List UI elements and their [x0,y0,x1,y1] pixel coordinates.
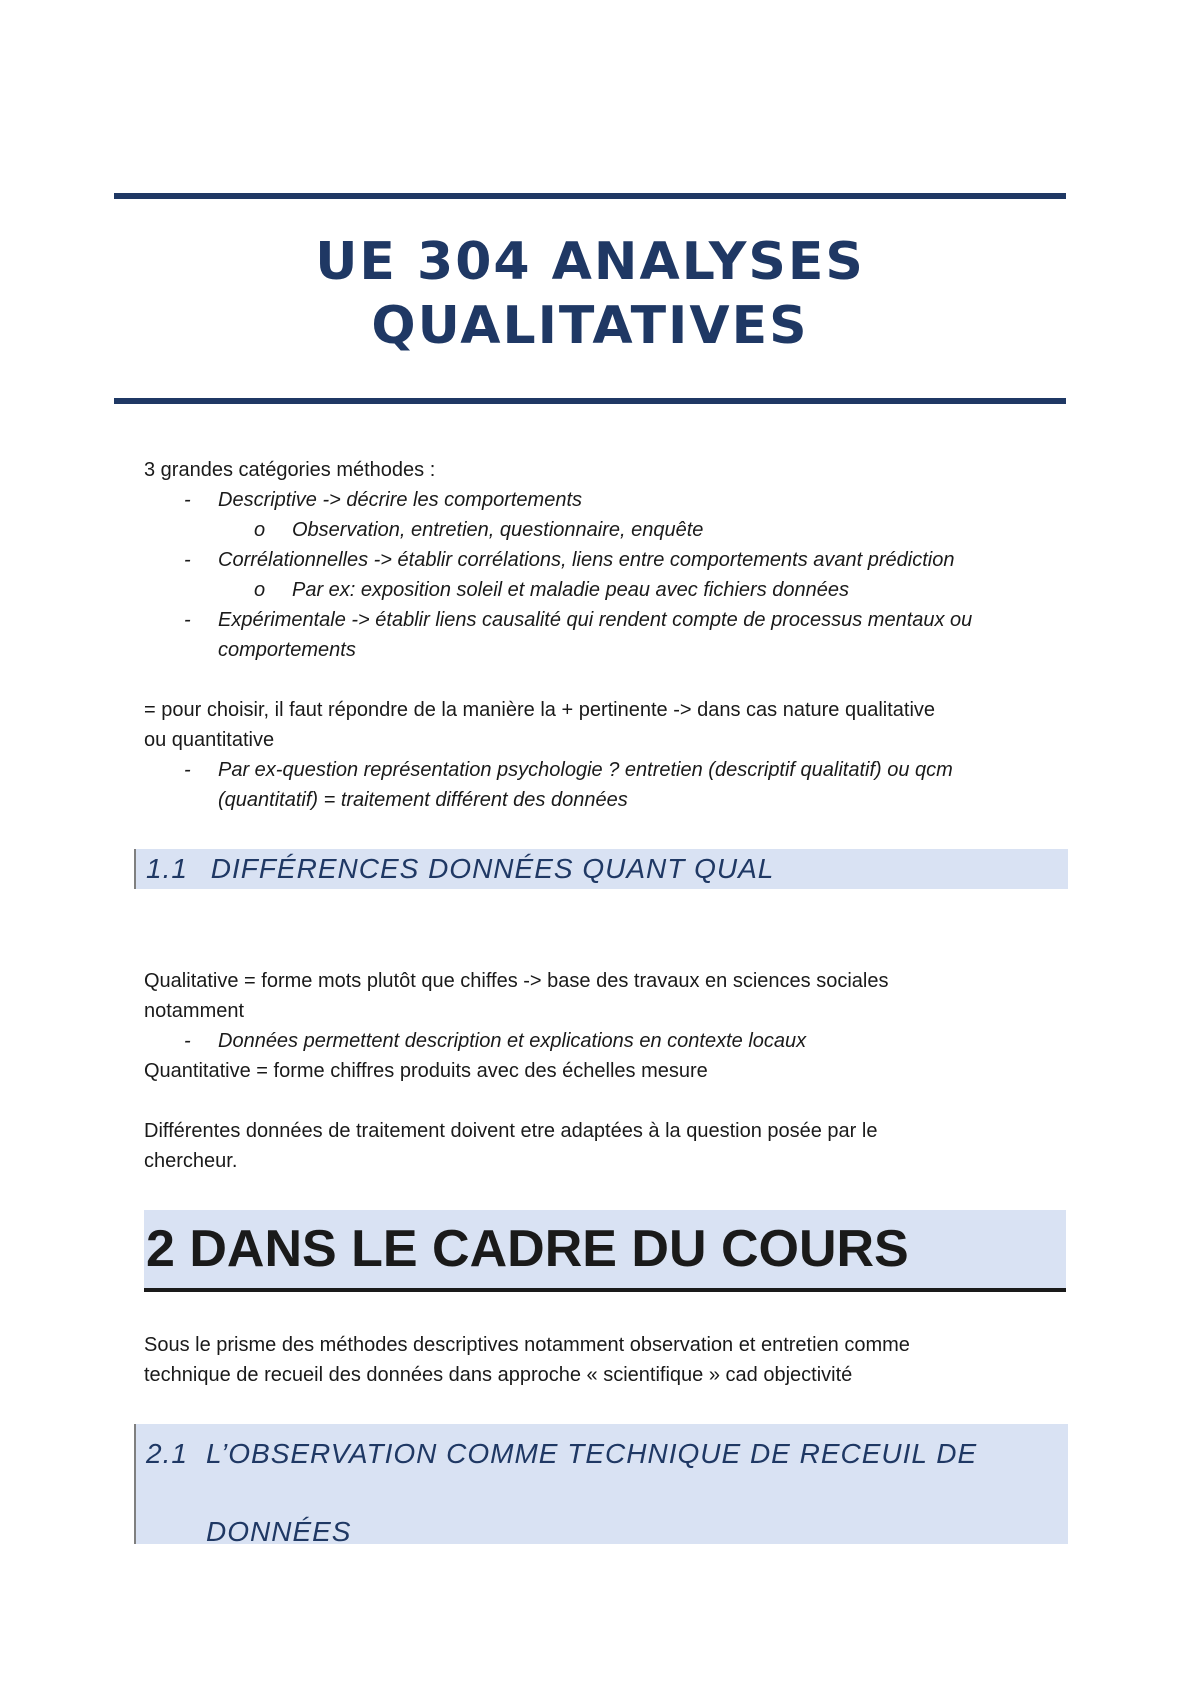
list-item: - Corrélationnelles -> établir corrélations, liens entre comportements avant prédiction [184,549,955,571]
list-item: - Données permettent description et explications en contexte locaux [184,1030,807,1052]
title-top-rule [114,193,1066,199]
section-2-1-number: 2.1 [146,1438,188,1469]
section-1-1-number: 1.1 [146,853,188,884]
list-item: o Par ex: exposition soleil et maladie peau avec fichiers données [254,579,849,601]
list-item-continuation: (quantitatif) = traitement différent des données [218,789,628,811]
intro-block [144,455,1064,665]
list-item: - Expérimentale -> établir liens causalité qui rendent compte de processus mentaux ou [184,609,973,631]
list-item: - Descriptive -> décrire les comportements [184,489,583,511]
section-2-1-heading [134,1424,1068,1547]
list-item-continuation: comportements [218,639,356,661]
quant-line: Quantitative = forme chiffres produits avec des échelles mesure [144,1060,708,1082]
section-2-1-title-line2: DONNÉES [206,1516,352,1547]
diff-line2: chercheur. [144,1150,238,1172]
page-title-line2: QUALITATIVES [371,296,809,356]
qual-line2: notamment [144,1000,245,1022]
section-1-1-heading [134,849,1068,889]
intro-heading: 3 grandes catégories méthodes : [144,459,436,481]
page-title [114,230,1066,358]
title-bottom-rule [114,398,1066,404]
page-title-line1: UE 304 ANALYSES [315,232,865,292]
section-2-line2: technique de recueil des données dans approche « scientifique » cad objectivité [144,1364,853,1386]
section-1-1-title: DIFFÉRENCES DONNÉES QUANT QUAL [210,853,775,884]
qual-line1: Qualitative = forme mots plutôt que chiffes -> base des travaux en sciences sociales [144,970,889,992]
list-item: o Observation, entretien, questionnaire, enquête [254,519,704,541]
diff-line1: Différentes données de traitement doivent etre adaptées à la question posée par le [144,1120,878,1142]
section-2-line1: Sous le prisme des méthodes descriptives notamment observation et entretien comme [144,1334,910,1356]
qual-quant-block [144,966,1064,1176]
section-2-title: 2 DANS LE CADRE DU COURS [146,1220,909,1278]
choice-paragraph [144,695,1064,815]
choice-line1: = pour choisir, il faut répondre de la manière la + pertinente -> dans cas nature qualitative [144,699,936,721]
section-2-heading [144,1210,1066,1292]
section-2-paragraph [144,1330,1064,1390]
list-item: - Par ex-question représentation psychologie ? entretien (descriptif qualitatif) ou qcm [184,759,953,781]
section-2-1-title-line1: L’OBSERVATION COMME TECHNIQUE DE RECEUIL DE [206,1438,978,1469]
choice-line2: ou quantitative [144,729,275,751]
